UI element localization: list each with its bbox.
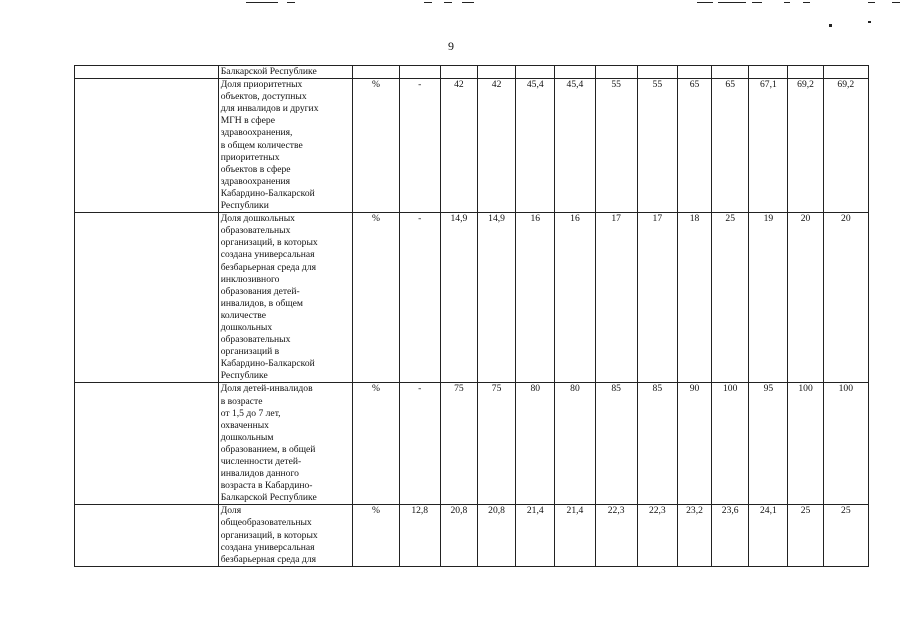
value-cell: 75 xyxy=(477,383,515,505)
scan-artifact xyxy=(287,2,295,3)
value-cell: 16 xyxy=(555,213,595,383)
value-cell: 14,9 xyxy=(440,213,477,383)
value-cell: 67,1 xyxy=(749,79,788,213)
unit-cell: % xyxy=(353,505,399,566)
indicator-cell: Доля общеобразовательных организаций, в которых создана универсальная безбарьерная среда для xyxy=(218,505,353,566)
value-cell: 45,4 xyxy=(516,79,555,213)
value-cell: 16 xyxy=(516,213,555,383)
table-cell xyxy=(399,66,440,79)
value-cell: 19 xyxy=(749,213,788,383)
value-cell: 100 xyxy=(823,383,868,505)
value-cell: 20 xyxy=(823,213,868,383)
scan-artifact xyxy=(752,2,762,3)
table-row xyxy=(75,383,869,505)
value-cell: 21,4 xyxy=(516,505,555,566)
scan-artifact xyxy=(246,2,278,3)
table-cell xyxy=(440,66,477,79)
value-cell: 20,8 xyxy=(440,505,477,566)
value-cell: 85 xyxy=(595,383,637,505)
value-cell: - xyxy=(399,213,440,383)
table-cell xyxy=(516,66,555,79)
value-cell: 55 xyxy=(595,79,637,213)
scan-artifact xyxy=(892,2,900,3)
scan-artifact xyxy=(868,2,875,3)
scan-artifact xyxy=(462,2,474,3)
value-cell: 14,9 xyxy=(477,213,515,383)
scan-artifact xyxy=(444,2,452,3)
table-cell xyxy=(75,505,219,566)
value-cell: 55 xyxy=(637,79,677,213)
value-cell: 22,3 xyxy=(595,505,637,566)
value-cell: 90 xyxy=(677,383,711,505)
table-cell xyxy=(75,213,219,383)
value-cell: 100 xyxy=(712,383,749,505)
value-cell: 12,8 xyxy=(399,505,440,566)
value-cell: 25 xyxy=(788,505,823,566)
value-cell: - xyxy=(399,383,440,505)
value-cell: 45,4 xyxy=(555,79,595,213)
value-cell: 69,2 xyxy=(788,79,823,213)
value-cell: 25 xyxy=(823,505,868,566)
table-row xyxy=(75,505,869,566)
value-cell: 22,3 xyxy=(637,505,677,566)
value-cell: 69,2 xyxy=(823,79,868,213)
value-cell: 20 xyxy=(788,213,823,383)
table-cell xyxy=(637,66,677,79)
table-cell xyxy=(353,66,399,79)
value-cell: 21,4 xyxy=(555,505,595,566)
value-cell: 75 xyxy=(440,383,477,505)
value-cell: 80 xyxy=(516,383,555,505)
value-cell: 95 xyxy=(749,383,788,505)
indicator-cell: Балкарской Республике xyxy=(218,66,353,79)
indicator-cell: Доля детей-инвалидов в возрасте от 1,5 до 7 лет, охваченных дошкольным образованием, в общей численности детей- инвалидов данного возраста в Кабардино- Балкарской Республике xyxy=(218,383,353,505)
table-cell xyxy=(75,79,219,213)
table-row-continuation xyxy=(75,66,869,79)
table-cell xyxy=(595,66,637,79)
value-cell: 23,2 xyxy=(677,505,711,566)
table-cell xyxy=(477,66,515,79)
indicator-cell: Доля дошкольных образовательных организаций, в которых создана универсальная безбарьерная среда для инклюзивного образования детей- инвалидов, в общем количестве дошкольных образовательных организаций в Кабардино-Балкарской Республике xyxy=(218,213,353,383)
indicators-table xyxy=(74,65,869,567)
table-cell xyxy=(788,66,823,79)
value-cell: 65 xyxy=(677,79,711,213)
value-cell: 42 xyxy=(477,79,515,213)
value-cell: 80 xyxy=(555,383,595,505)
value-cell: 24,1 xyxy=(749,505,788,566)
scan-artifact xyxy=(697,2,713,3)
value-cell: 42 xyxy=(440,79,477,213)
scan-artifact xyxy=(829,24,832,27)
scan-artifact xyxy=(868,21,871,23)
page-number: 9 xyxy=(448,39,454,53)
value-cell: 65 xyxy=(712,79,749,213)
value-cell: 85 xyxy=(637,383,677,505)
value-cell: 17 xyxy=(637,213,677,383)
table-cell xyxy=(677,66,711,79)
table-cell xyxy=(749,66,788,79)
unit-cell: % xyxy=(353,79,399,213)
table-cell xyxy=(75,66,219,79)
table-cell xyxy=(75,383,219,505)
indicator-cell: Доля приоритетных объектов, доступных для инвалидов и других МГН в сфере здравоохранения, в общем количестве приоритетных объектов в сфере здравоохранения Кабардино-Балкарской Республики xyxy=(218,79,353,213)
scan-artifact xyxy=(718,2,746,3)
table-row xyxy=(75,213,869,383)
scan-artifact xyxy=(424,2,432,3)
value-cell: 23,6 xyxy=(712,505,749,566)
value-cell: 100 xyxy=(788,383,823,505)
table-cell xyxy=(823,66,868,79)
value-cell: 18 xyxy=(677,213,711,383)
value-cell: 25 xyxy=(712,213,749,383)
value-cell: 20,8 xyxy=(477,505,515,566)
value-cell: - xyxy=(399,79,440,213)
table-cell xyxy=(555,66,595,79)
unit-cell: % xyxy=(353,213,399,383)
table-cell xyxy=(712,66,749,79)
unit-cell: % xyxy=(353,383,399,505)
scan-artifact xyxy=(784,2,790,3)
value-cell: 17 xyxy=(595,213,637,383)
table-row xyxy=(75,79,869,213)
scan-artifact xyxy=(803,2,810,3)
